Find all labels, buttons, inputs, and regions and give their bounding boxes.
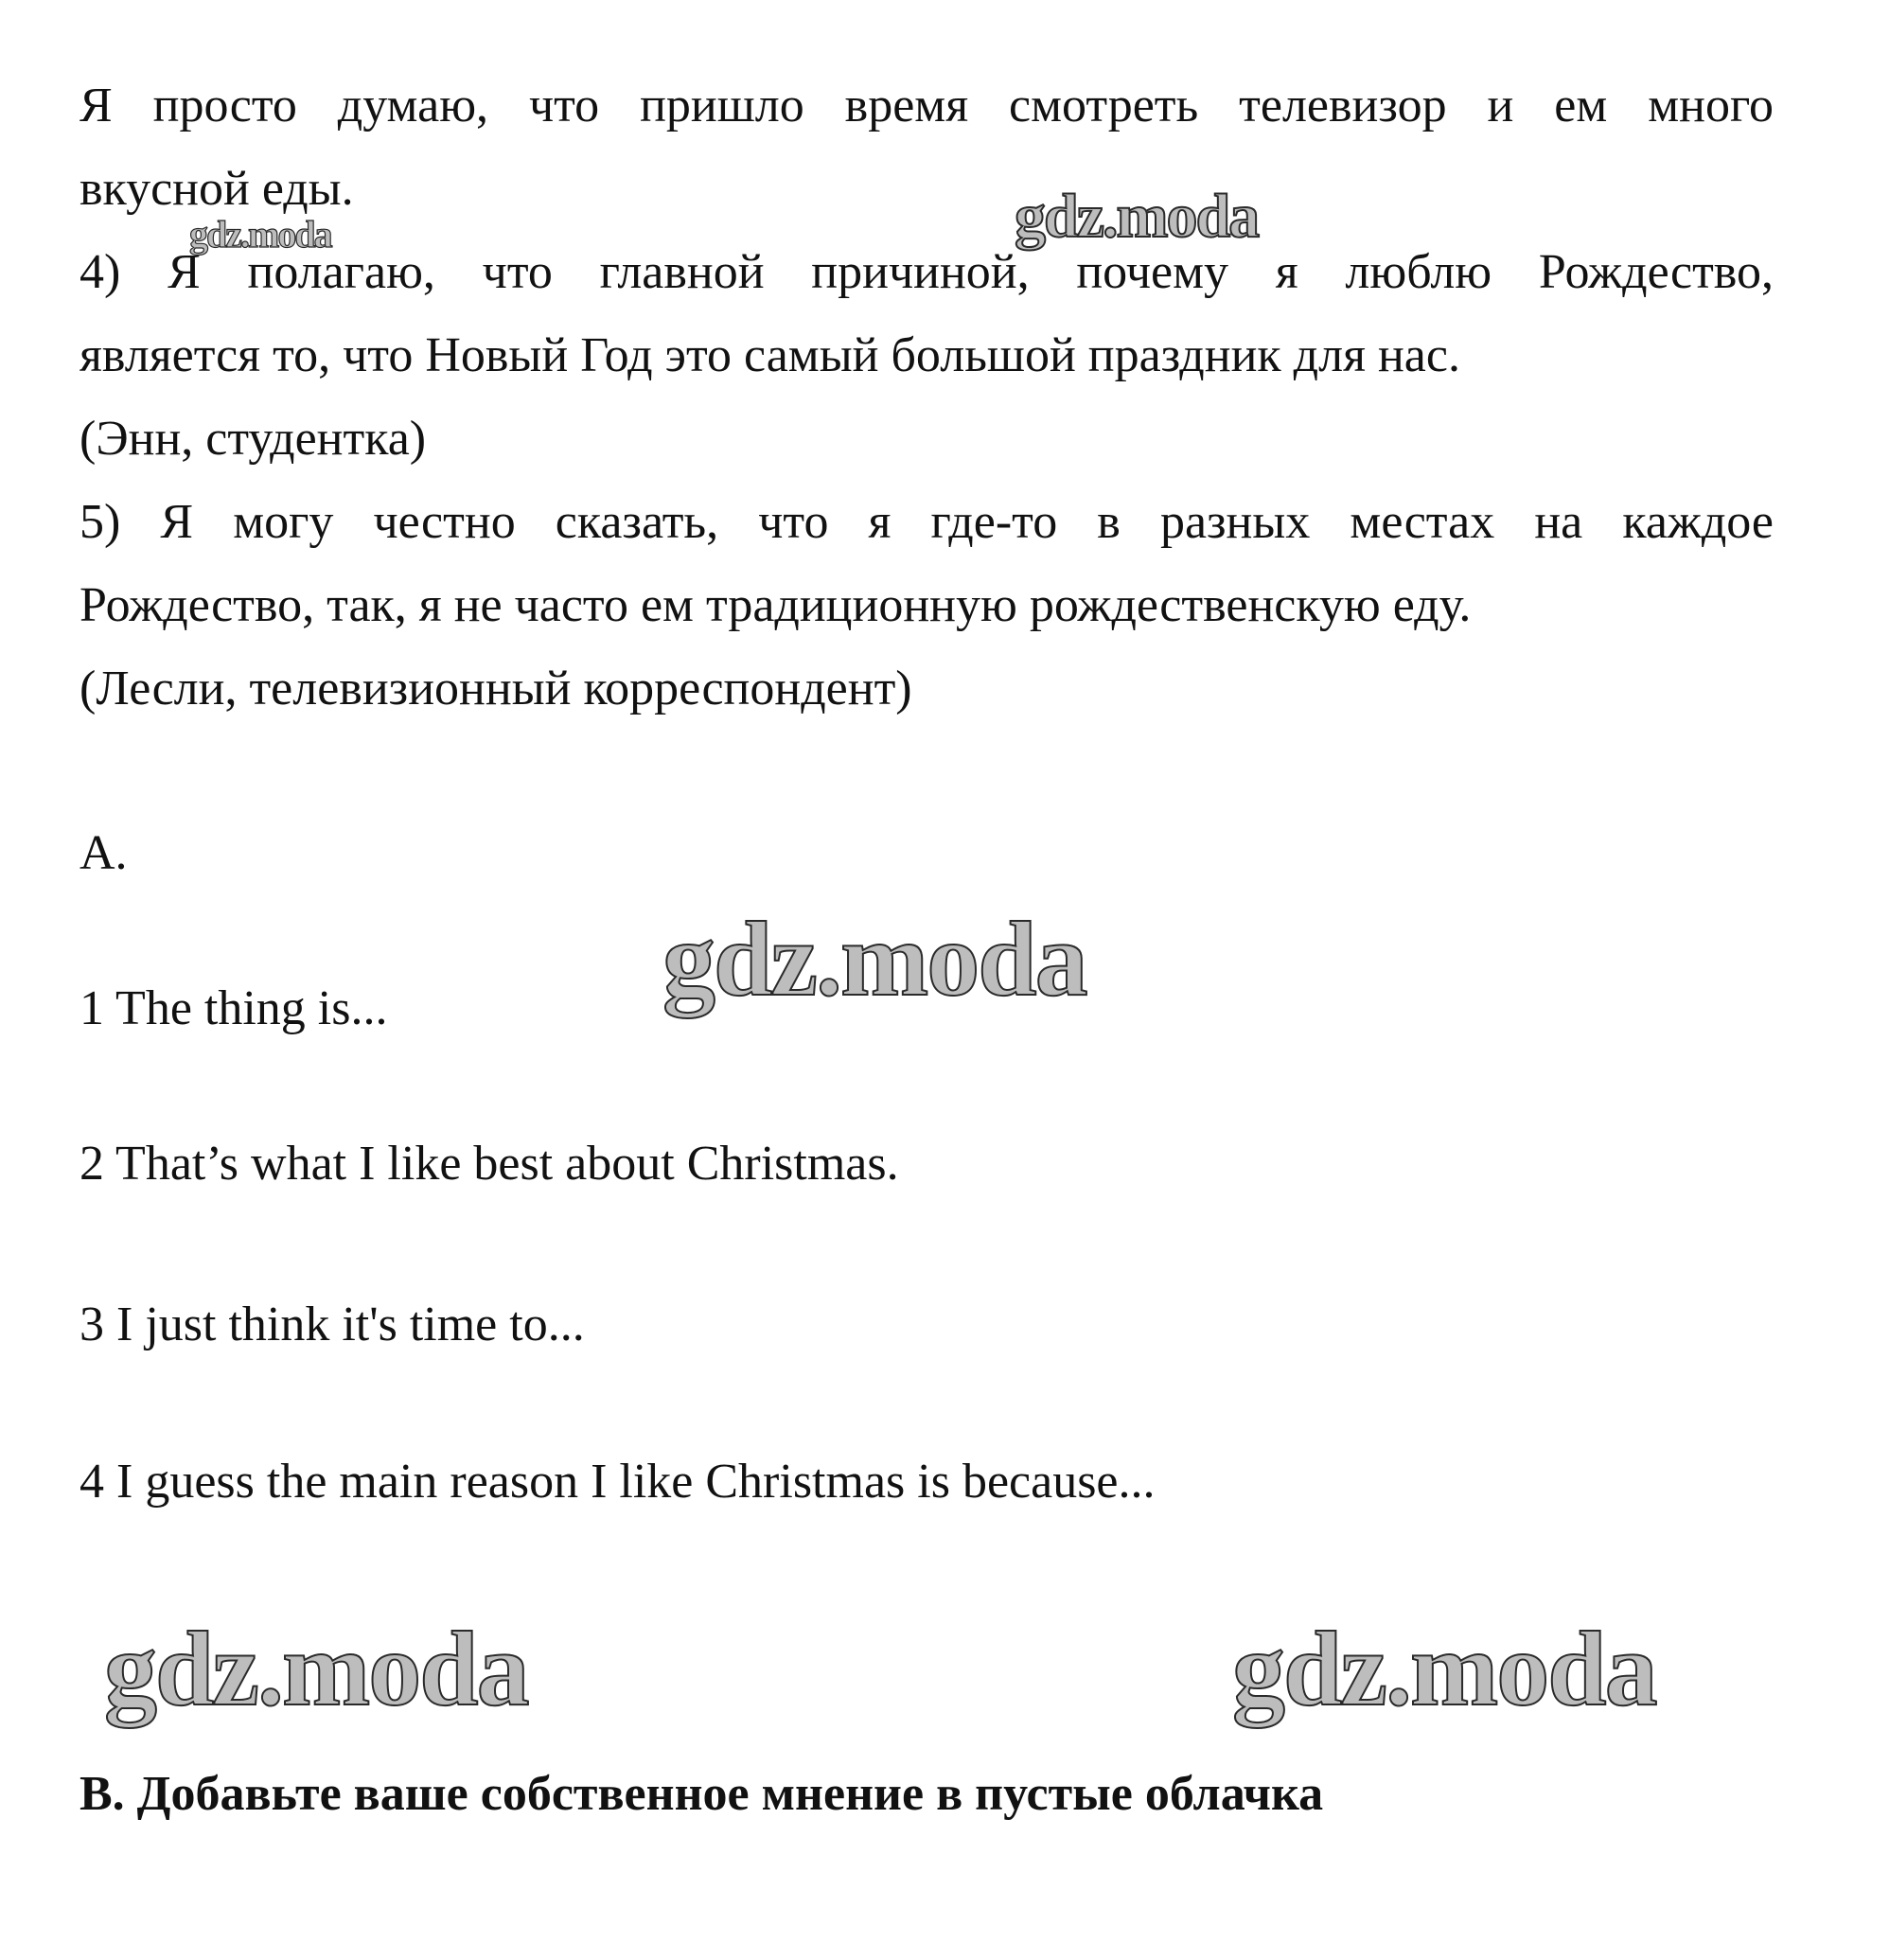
section-b-heading: B. Добавьте ваше собственное мнение в пустые облачка — [79, 1767, 1324, 1821]
section-a-heading: A. — [79, 826, 128, 880]
paragraph-5-line-2: Рождество, так, я не часто ем традиционную рождественскую еду. — [79, 578, 1472, 632]
watermark: gdz.moda — [1015, 182, 1259, 251]
watermark: gdz.moda — [104, 1611, 528, 1728]
paragraph-5-line-1: 5) Я могу честно сказать, что я где-то в разных местах на каждое — [79, 495, 1774, 549]
paragraph-3-line-2: вкусной еды. — [79, 162, 354, 216]
list-item: 1 The thing is... — [79, 981, 388, 1035]
watermark: gdz.moda — [662, 901, 1086, 1018]
list-item: 3 I just think it's time to... — [79, 1298, 585, 1351]
watermark: gdz.moda — [1232, 1611, 1656, 1728]
paragraph-4-line-2: является то, что Новый Год это самый большой праздник для нас. — [79, 328, 1460, 382]
paragraph-4-line-1: 4) Я полагаю, что главной причиной, почему я люблю Рождество, — [79, 245, 1774, 299]
paragraph-5-author: (Лесли, телевизионный корреспондент) — [79, 662, 912, 715]
list-item: 2 That’s what I like best about Christmas. — [79, 1137, 899, 1191]
list-item: 4 I guess the main reason I like Christmas is because... — [79, 1455, 1156, 1509]
paragraph-3-line-1: Я просто думаю, что пришло время смотреть телевизор и ем много — [79, 79, 1774, 132]
paragraph-4-author: (Энн, студентка) — [79, 412, 427, 466]
watermark: gdz.moda — [189, 213, 331, 256]
